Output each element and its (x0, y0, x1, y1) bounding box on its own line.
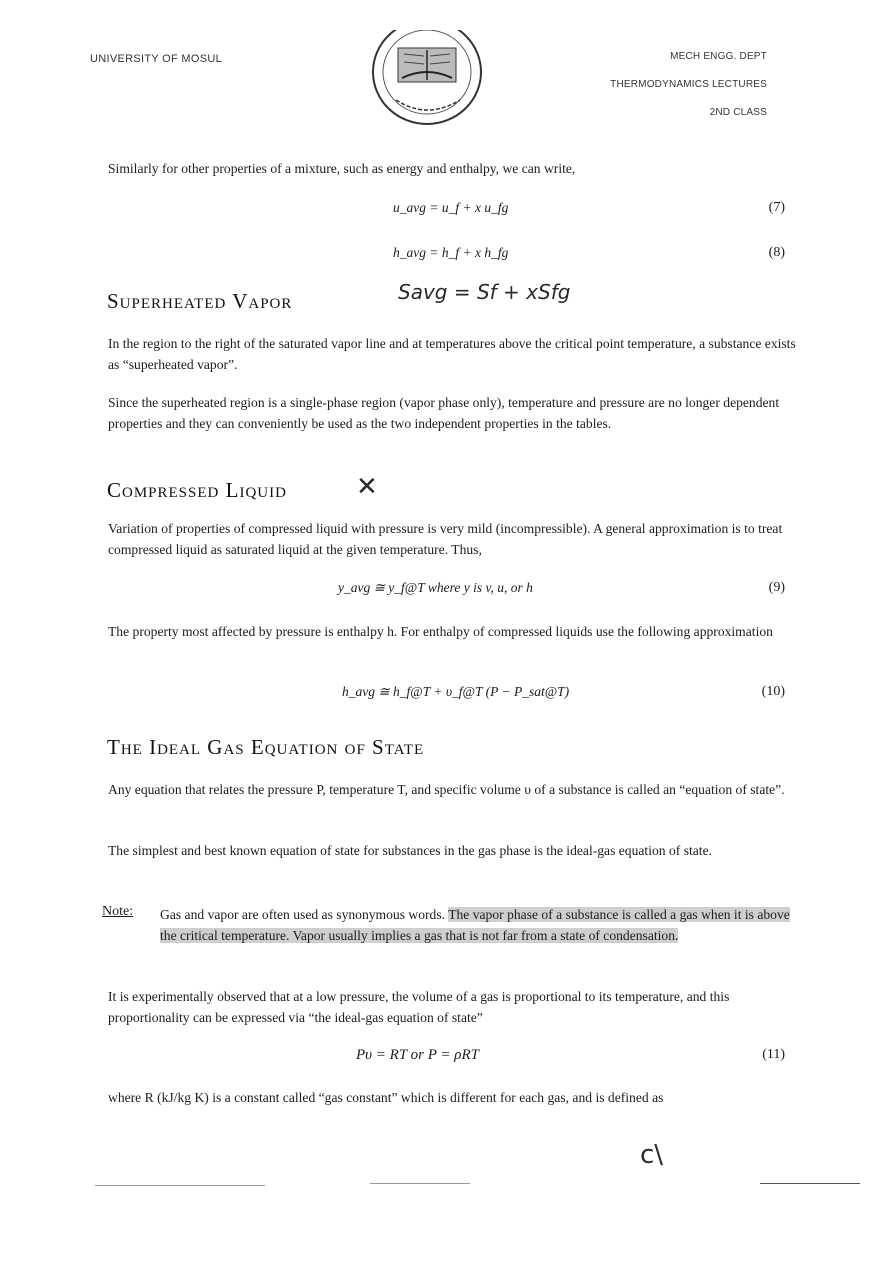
course-label: THERMODYNAMICS LECTURES (610, 79, 767, 90)
equation-8-number: (8) (768, 245, 785, 260)
ideal-gas-paragraph-4: where R (kJ/kg K) is a constant called “gas constant” which is different for each gas, and is defined as (108, 1090, 664, 1105)
equation-11-number: (11) (762, 1047, 785, 1062)
scan-line-right (760, 1183, 860, 1184)
ideal-gas-paragraph-2: The simplest and best known equation of state for substances in the gas phase is the ideal-gas equation of state. (108, 843, 713, 858)
compressed-paragraph-2: The property most affected by pressure is enthalpy h. For enthalpy of compressed liquids use the following approximation (108, 624, 773, 639)
superheated-paragraph-2: Since the superheated region is a single-phase region (vapor phase only), temperature and pressure are no longer dependent properties and they can conveniently be used as the two independent properties in the tables. (108, 395, 780, 431)
university-name: UNIVERSITY OF MOSUL (90, 53, 223, 65)
handwritten-page-mark: c\ (640, 1140, 664, 1170)
superheated-paragraph-1: In the region to the right of the saturated vapor line and at temperatures above the critical point temperature, a substance exists as “superheated vapor”. (108, 336, 796, 372)
university-seal-logo (368, 30, 486, 128)
ideal-gas-paragraph-3: It is experimentally observed that at a low pressure, the volume of a gas is proportional to its temperature, and this proportionality can be expressed via “the ideal-gas equation of state” (108, 989, 730, 1025)
equation-11: Pυ = RT or P = ρRT (356, 1047, 479, 1063)
superheated-heading: Superheated Vapor (107, 289, 293, 313)
handwritten-entropy-note: Savg = Sf + xSfg (398, 280, 571, 304)
compressed-heading: Compressed Liquid (107, 478, 287, 502)
equation-7-number: (7) (768, 200, 785, 215)
equation-7: u_avg = u_f + x u_fg (393, 200, 509, 215)
note-text (160, 904, 792, 946)
ideal-gas-heading: The Ideal Gas Equation of State (107, 735, 425, 759)
note-plain-text: Gas and vapor are often used as synonymous words. (160, 907, 449, 922)
scan-line-left (95, 1185, 265, 1186)
header-right (610, 43, 767, 127)
equation-10-number: (10) (761, 684, 785, 699)
handwritten-cross-mark: ✕ (356, 472, 378, 502)
department-label: MECH ENGG. DEPT (670, 51, 767, 62)
note-highlighted-text: The vapor phase of a substance is called a gas when it is above the critical temperature. Vapor usually implies a gas that is not far from a state of condensation. (160, 907, 790, 943)
intro-paragraph: Similarly for other properties of a mixture, such as energy and enthalpy, we can write, (108, 161, 576, 176)
note-label: Note: (102, 904, 134, 919)
scan-line-center (370, 1183, 470, 1184)
equation-9-number: (9) (768, 580, 785, 595)
equation-9: y_avg ≅ y_f@T where y is v, u, or h (338, 580, 533, 595)
class-label: 2ND CLASS (709, 107, 767, 118)
ideal-gas-paragraph-1: Any equation that relates the pressure P, temperature T, and specific volume υ of a substance is called an “equation of state”. (108, 782, 785, 797)
equation-10: h_avg ≅ h_f@T + υ_f@T (P − P_sat@T) (342, 684, 570, 699)
compressed-paragraph-1: Variation of properties of compressed liquid with pressure is very mild (incompressible). A general approximation is to treat compressed liquid as saturated liquid at the given temperature. Thus, (108, 521, 783, 557)
equation-8: h_avg = h_f + x h_fg (393, 245, 509, 260)
